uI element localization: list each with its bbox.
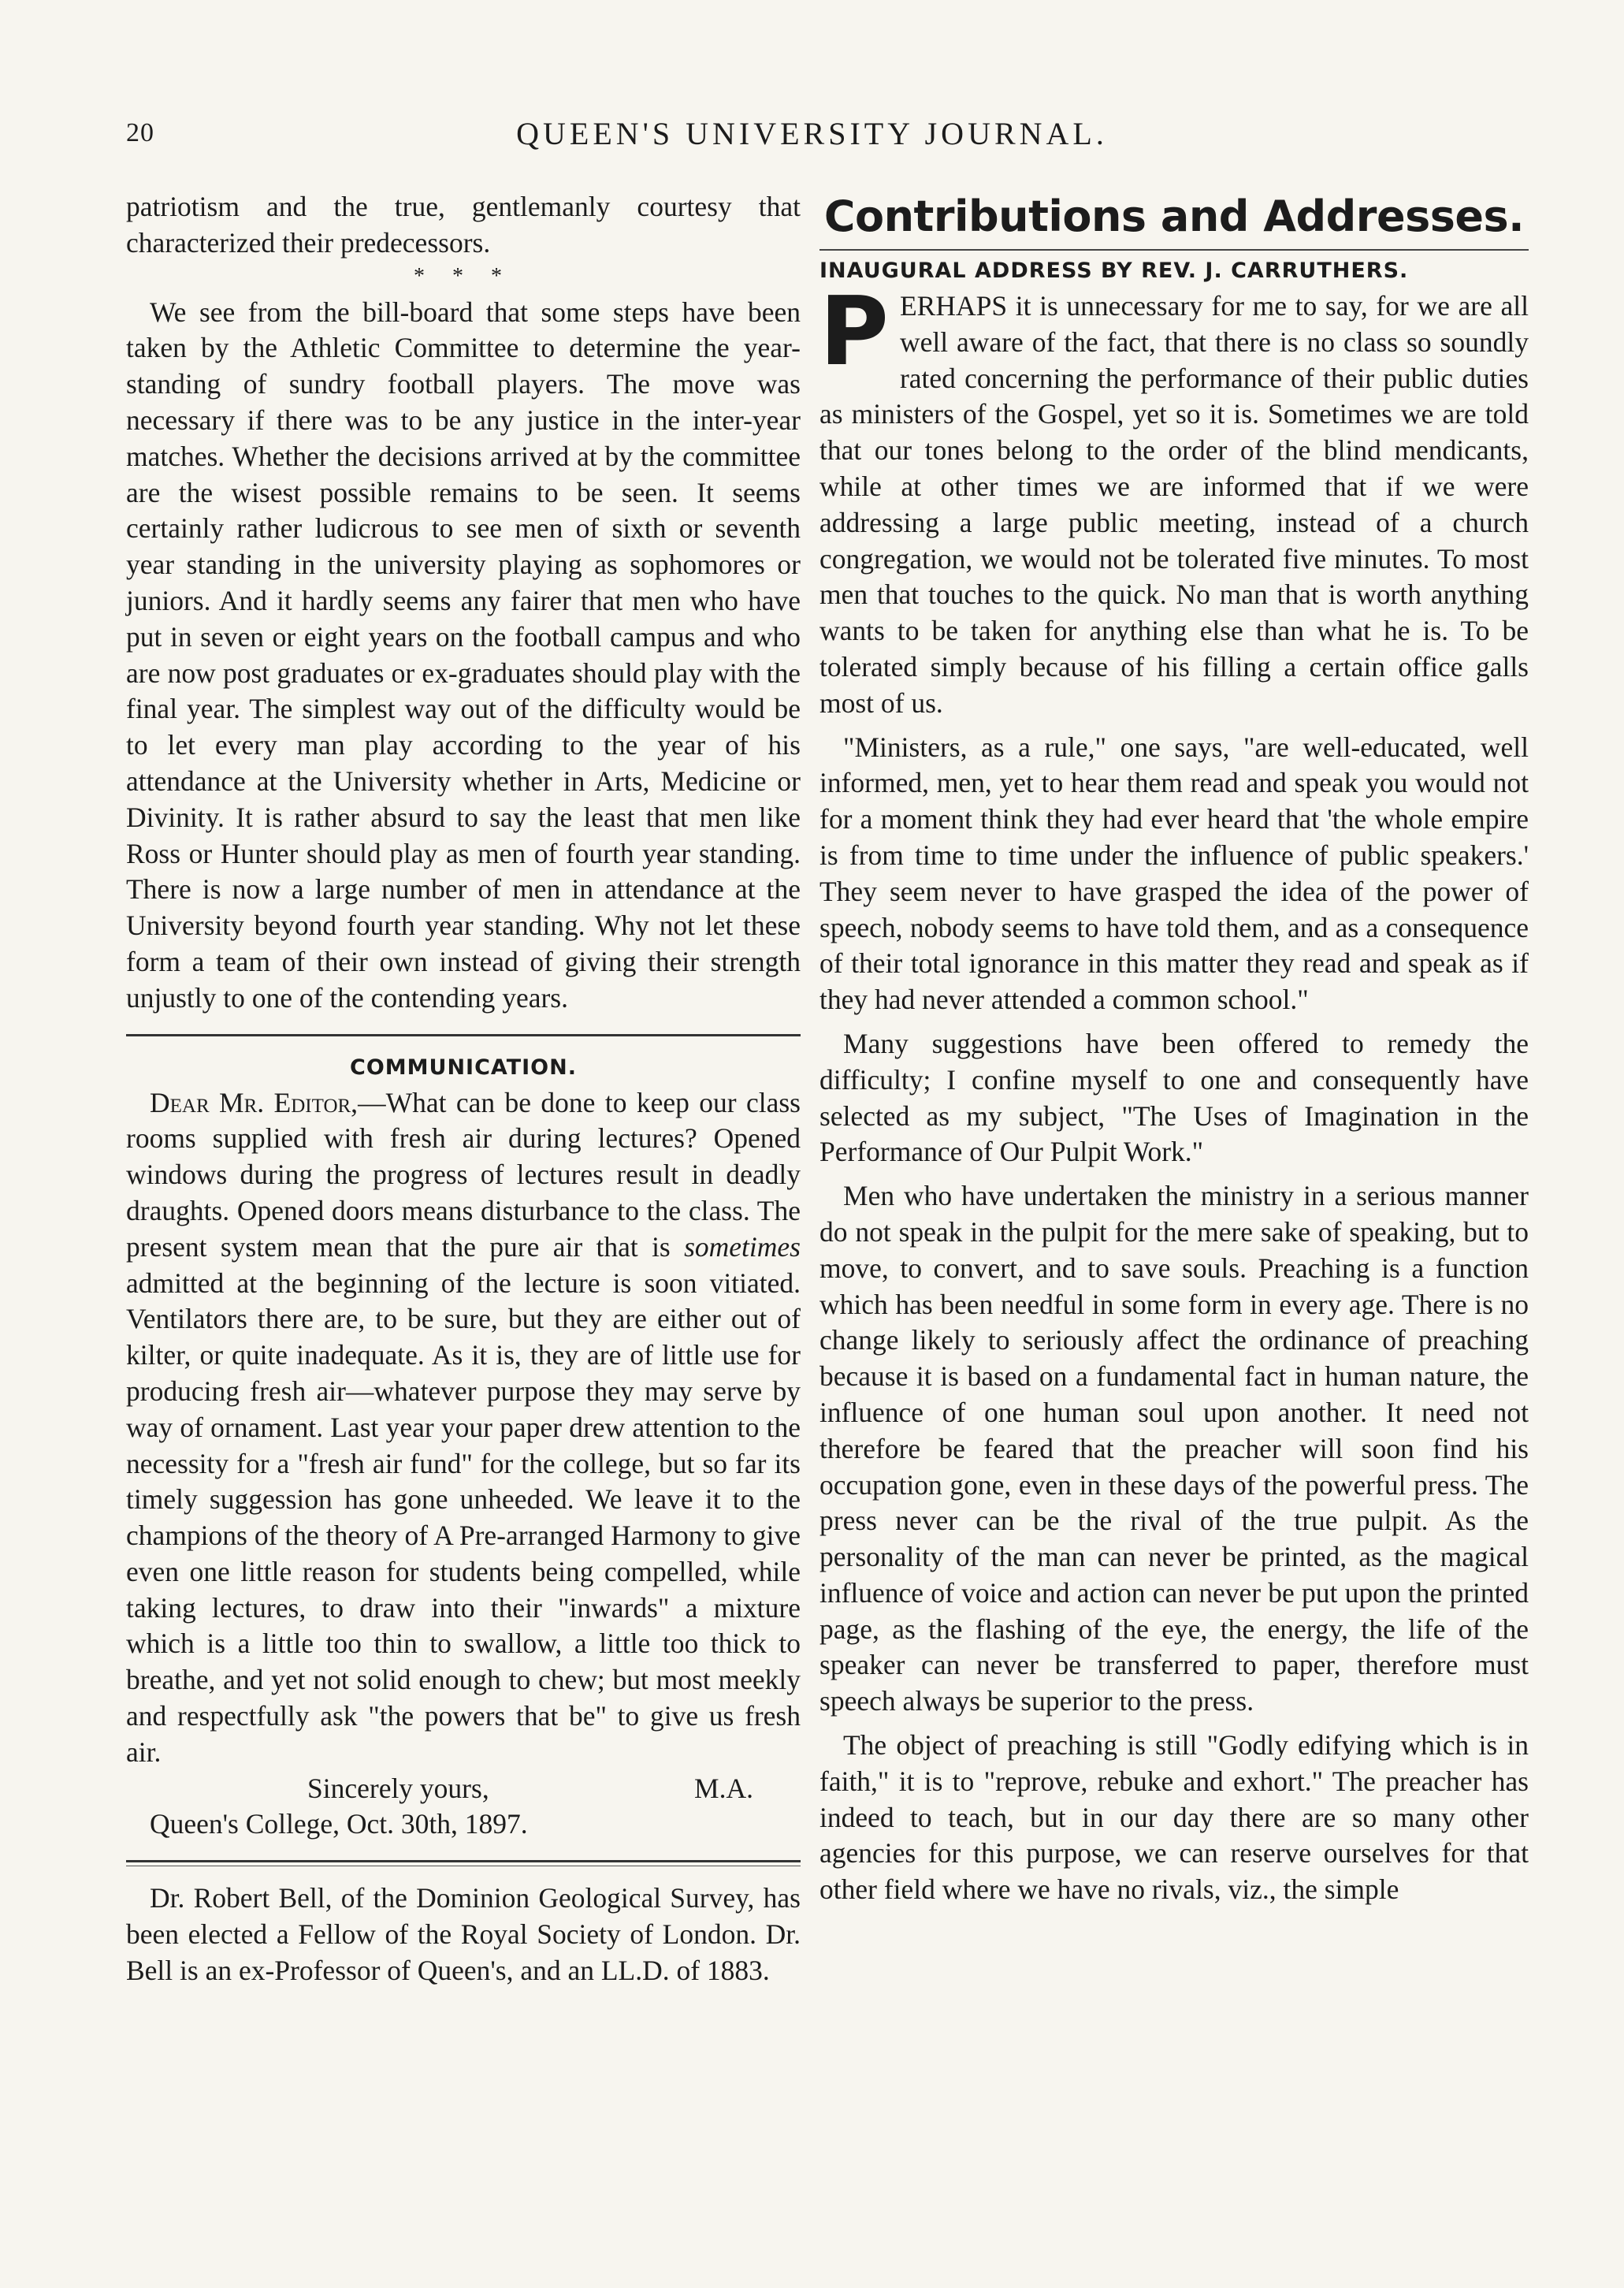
paragraph: We see from the bill-board that some steps have been taken by the Athletic Committee to determine the year-standing of sundry football players. The move was necessary if there was to be any justice in the inter-year matches. Whether the decisions arrived at by the committee are the wisest possible remains to be seen. It seems certainly rather ludicrous to see men of sixth or seventh year standing in the university playing as sophomores or juniors. And it hardly seems any fairer that men who have put in seven or eight years on the football campus and who are now post graduates or ex-graduates should play with the final year. The simplest way out of the difficulty would be to let every man play according to the year of his attendance at the University whether in Arts, Medicine or Divinity. It is rather absurd to say the least that men like Ross or Hunter should play as men of fourth year standing. There is now a large number of men in attendance at the University beyond fourth year standing. Why not let these form a team of their own instead of giving their strength unjustly to one of the contending years. [126,296,801,1014]
drop-cap: P [819,277,889,387]
dateline: Queen's College, Oct. 30th, 1897. [150,1808,528,1840]
body-text: ERHAPS it is unnecessary for me to say, for we are all well aware of the fact, that there is no class so soundly rated concerning the performance of their public duties as ministers of the Gospel, yet so it is. Sometimes we are told that our tones belong to the order of the blind mendicants, while at other times we are informed that if we were addressing a large public meeting, instead of a church congregation, we would not be tolerated five minutes. To most men that touches to the quick. No man that is worth anything wants to be taken for anything else than what he is. To be tolerated simply because of his filling a certain office galls most of us. [819,290,1529,719]
divider [126,1034,801,1036]
salutation: Dear Mr. Editor, [150,1086,359,1118]
closing: Sincerely yours, [307,1772,489,1804]
left-column [126,189,801,1989]
right-column [819,189,1529,1908]
body-text: admitted at the beginning of the lecture is soon vitiated. Ventilators there are, to be sure, but they are either out of kilter, or quite inadequate. As it is, they are of little use for producing fresh air—whatever purpose they may serve by way of ornament. Last year your paper drew attention to the necessity for a "fresh air fund" for the college, but so far its timely suggession has gone unheeded. We leave it to the champions of the theory of A Pre-arranged Harmony to give even one little reason for students being compelled, while taking lectures, to draw into their "inwards" a mixture which is a little too thin to swallow, a little too thick to breathe, and yet not solid enough to chew; but most meekly and respectfully ask "the powers that be" to give us fresh air. [126,1267,801,1768]
paragraph: Many suggestions have been offered to remedy the difficulty; I confine myself to one and consequently have selected as my subject, "The Uses of Imagination in the Performance of Our Pulpit Work." [819,1027,1529,1168]
signoff [126,1771,801,1807]
signature: M.A. [694,1772,753,1804]
address-heading: INAUGURAL ADDRESS BY REV. J. CARRUTHERS. [819,249,1529,288]
opening-paragraph [819,277,1529,722]
section-title: Contributions and Addresses. [823,192,1525,241]
emphasized-word: sometimes [684,1230,801,1263]
paragraph: The object of preaching is still "Godly edifying which is in faith," it is to "reprove, rebuke and exhort." The preacher has indeed to teach, but in our day there are so many other agencies for this purpose, we can reserve ourselves for that other field where we have no rivals, viz., the simple [819,1729,1529,1906]
communication-body [126,1085,801,1771]
paragraph: Men who have undertaken the ministry in a serious manner do not speak in the pulpit for the mere sake of speaking, but to move, to convert, and to save souls. Preaching is a function which has been needful in some form in every age. There is no change likely to seriously affect the ordinance of preaching because it is based on a fundamental fact in human nature, the influence of one human soul upon another. It need not therefore be feared that the preacher will soon find his occupation gone, even in these days of the powerful press. The press never can be the rival of the true pulpit. As the personality of the man can never be printed, as the magical influence of voice and action can never be put upon the printed page, as the flashing of the eye, the energy, the life of the speaker can never be transferred to paper, therefore must speech always be superior to the press. [819,1180,1529,1717]
page-number: 20 [126,118,154,147]
news-note: Dr. Robert Bell, of the Dominion Geological Survey, has been elected a Fellow of the Royal Society of London. Dr. Bell is an ex-Professor of Queen's, and an LL.D. of 1883. [126,1882,801,1986]
double-divider [126,1860,801,1866]
running-head: QUEEN'S UNIVERSITY JOURNAL. [516,116,1108,151]
paragraph: patriotism and the true, gentlemanly courtesy that characterized their predecessors. [126,191,801,259]
section-break-asterisks: * * * [414,263,513,288]
body-text: —What can be done to keep our class rooms supplied with fresh air during lectures? Opened windows during the progress of lectures result in deadly draughts. Opened doors means disturbance to the class. The present system mean that the pure air that is [126,1086,801,1263]
paragraph: "Ministers, as a rule," one says, "are well-educated, well informed, men, yet to hear them read and speak you would not for a moment think they had ever heard that 'the whole empire is from time to time under the influence of public speakers.' They seem never to have grasped the idea of the power of speech, nobody seems to have told them, and as a consequence of their total ignorance in this matter they read and speak as if they had never attended a common school." [819,731,1529,1016]
communication-heading: COMMUNICATION. [350,1055,577,1080]
